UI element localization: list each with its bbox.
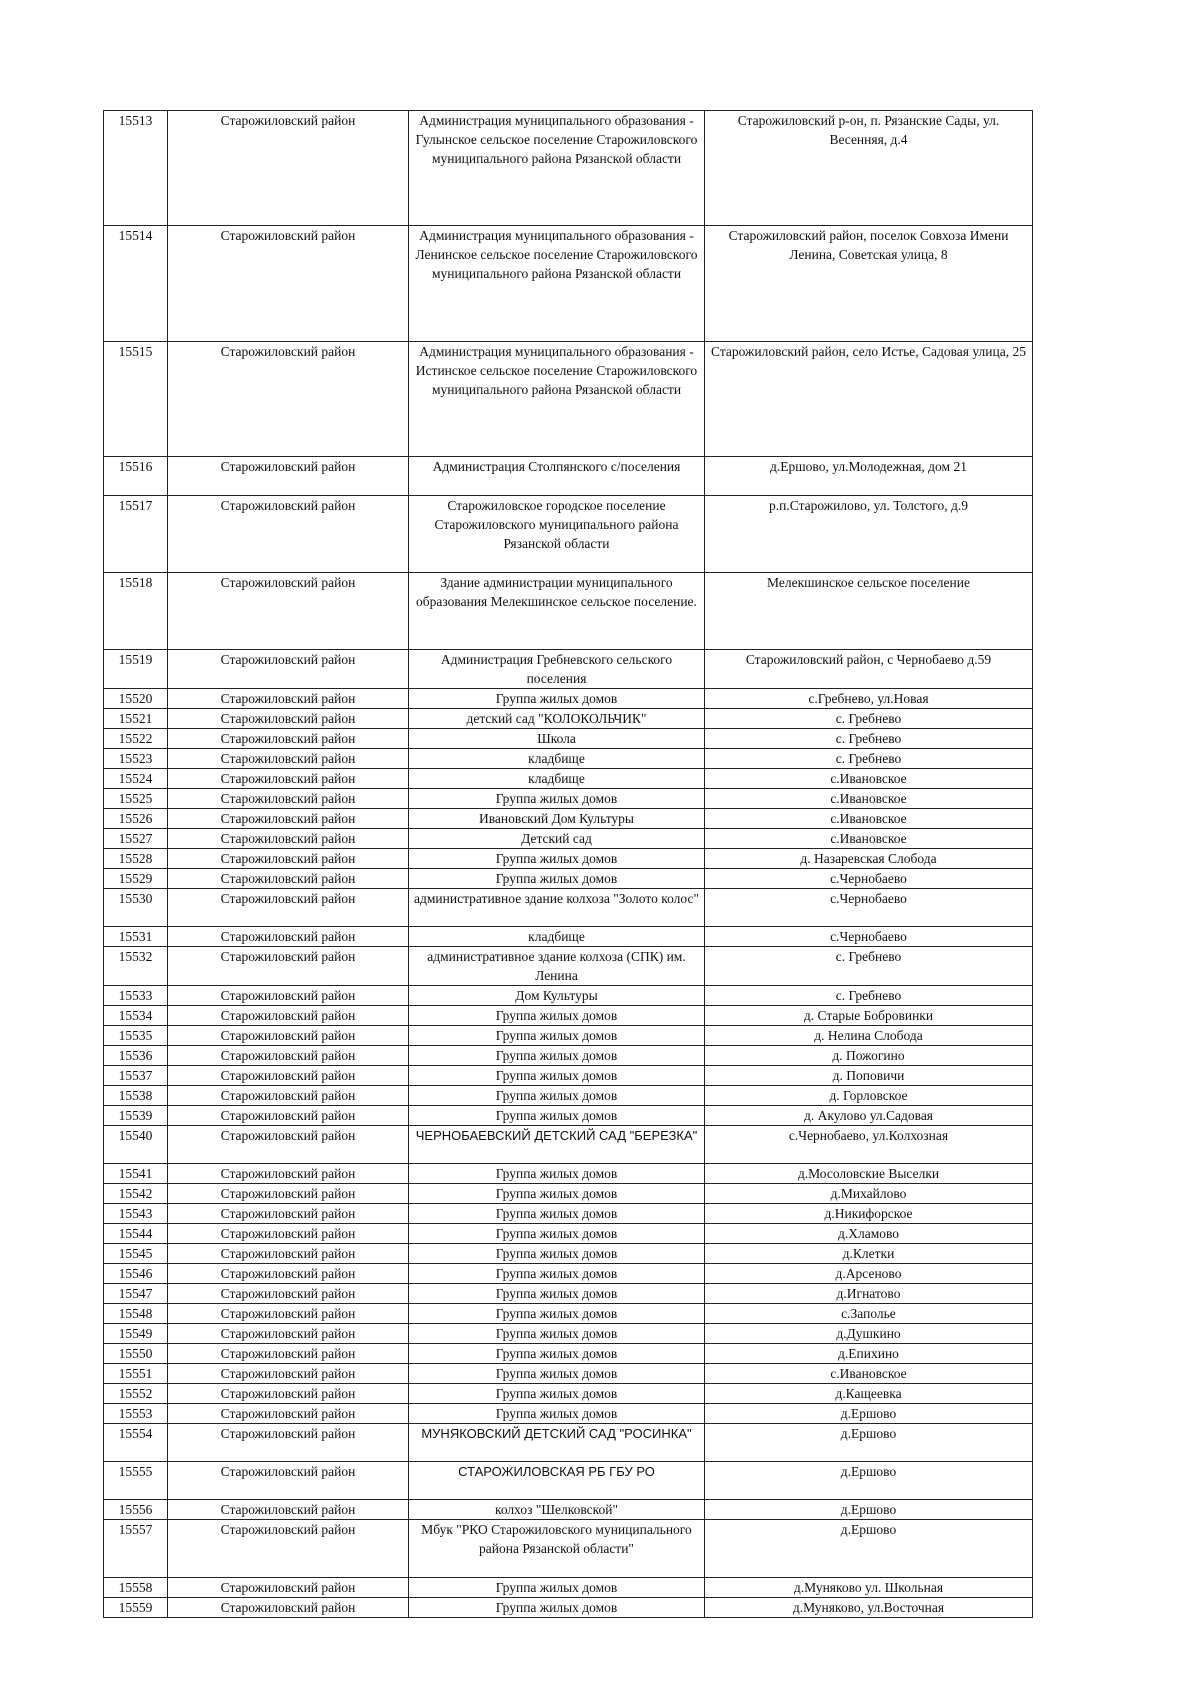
row-district: Старожиловский район [168, 769, 409, 789]
table-row [104, 1244, 1033, 1264]
row-address: д. Акулово ул.Садовая [705, 1106, 1033, 1126]
row-object-name: Администрация Гребневского сельского поселения [409, 650, 705, 689]
row-number: 15548 [104, 1304, 168, 1324]
row-district: Старожиловский район [168, 1086, 409, 1106]
row-number: 15516 [104, 457, 168, 496]
row-district: Старожиловский район [168, 496, 409, 573]
row-object-name: Ивановский Дом Культуры [409, 809, 705, 829]
row-address: д.Душкино [705, 1324, 1033, 1344]
row-address: д.Ершово [705, 1404, 1033, 1424]
row-object-name: Группа жилых домов [409, 1184, 705, 1204]
row-number: 15540 [104, 1126, 168, 1164]
row-number: 15522 [104, 729, 168, 749]
row-district: Старожиловский район [168, 1598, 409, 1618]
row-district: Старожиловский район [168, 1324, 409, 1344]
row-address: с. Гребнево [705, 986, 1033, 1006]
table-row [104, 1304, 1033, 1324]
row-object-name: МУНЯКОВСКИЙ ДЕТСКИЙ САД "РОСИНКА" [409, 1424, 705, 1462]
row-district: Старожиловский район [168, 1344, 409, 1364]
row-district: Старожиловский район [168, 849, 409, 869]
row-district: Старожиловский район [168, 729, 409, 749]
row-number: 15521 [104, 709, 168, 729]
row-object-name: Старожиловское городское поселение Старожиловского муниципального района Рязанской области [409, 496, 705, 573]
row-address: Старожиловский район, село Истье, Садовая улица, 25 [705, 342, 1033, 457]
row-object-name: Администрация муниципального образования - Истинское сельское поселение Старожиловского муниципального района Рязанской области [409, 342, 705, 457]
row-district: Старожиловский район [168, 226, 409, 342]
row-number: 15538 [104, 1086, 168, 1106]
table-row [104, 849, 1033, 869]
row-number: 15524 [104, 769, 168, 789]
row-district: Старожиловский район [168, 1046, 409, 1066]
row-object-name: Администрация муниципального образования - Гулынское сельское поселение Старожиловского муниципального района Рязанской области [409, 111, 705, 226]
row-object-name: административное здание колхоза (СПК) им. Ленина [409, 947, 705, 986]
row-number: 15559 [104, 1598, 168, 1618]
row-number: 15553 [104, 1404, 168, 1424]
table-row [104, 457, 1033, 496]
row-object-name: Группа жилых домов [409, 1324, 705, 1344]
row-object-name: кладбище [409, 927, 705, 947]
row-address: с.Ивановское [705, 829, 1033, 849]
row-object-name: Детский сад [409, 829, 705, 849]
row-address: Старожиловский р-он, п. Рязанские Сады, ул. Весенняя, д.4 [705, 111, 1033, 226]
row-address: д.Клетки [705, 1244, 1033, 1264]
row-number: 15527 [104, 829, 168, 849]
row-district: Старожиловский район [168, 749, 409, 769]
row-address: Мелекшинское сельское поселение [705, 573, 1033, 650]
row-address: с.Гребнево, ул.Новая [705, 689, 1033, 709]
row-district: Старожиловский район [168, 986, 409, 1006]
row-number: 15557 [104, 1520, 168, 1578]
row-object-name: Администрация муниципального образования - Ленинское сельское поселение Старожиловского муниципального района Рязанской области [409, 226, 705, 342]
table-row [104, 1164, 1033, 1184]
row-number: 15545 [104, 1244, 168, 1264]
row-number: 15541 [104, 1164, 168, 1184]
table-row [104, 1126, 1033, 1164]
table-row [104, 1224, 1033, 1244]
row-address: с.Ивановское [705, 809, 1033, 829]
table-body [104, 111, 1033, 1618]
row-number: 15518 [104, 573, 168, 650]
row-address: д.Ершово [705, 1462, 1033, 1500]
row-address: с.Чернобаево, ул.Колхозная [705, 1126, 1033, 1164]
row-district: Старожиловский район [168, 1500, 409, 1520]
row-object-name: Группа жилых домов [409, 1244, 705, 1264]
table-row [104, 1264, 1033, 1284]
row-district: Старожиловский район [168, 457, 409, 496]
table-row [104, 226, 1033, 342]
row-number: 15523 [104, 749, 168, 769]
row-district: Старожиловский район [168, 829, 409, 849]
table-row [104, 1006, 1033, 1026]
row-number: 15513 [104, 111, 168, 226]
row-object-name: Группа жилых домов [409, 1106, 705, 1126]
row-number: 15534 [104, 1006, 168, 1026]
table-row [104, 1204, 1033, 1224]
table-row [104, 1424, 1033, 1462]
row-address: д.Ершово [705, 1500, 1033, 1520]
row-address: д.Никифорское [705, 1204, 1033, 1224]
row-address: Старожиловский район, с Чернобаево д.59 [705, 650, 1033, 689]
row-object-name: Группа жилых домов [409, 1026, 705, 1046]
table-row [104, 342, 1033, 457]
row-district: Старожиловский район [168, 1424, 409, 1462]
row-address: с.Чернобаево [705, 889, 1033, 927]
row-district: Старожиловский район [168, 1006, 409, 1026]
row-address: д. Горловское [705, 1086, 1033, 1106]
table-row [104, 789, 1033, 809]
row-district: Старожиловский район [168, 1164, 409, 1184]
row-district: Старожиловский район [168, 689, 409, 709]
row-address: д.Арсеново [705, 1264, 1033, 1284]
table-row [104, 573, 1033, 650]
table-row [104, 709, 1033, 729]
row-number: 15555 [104, 1462, 168, 1500]
row-number: 15552 [104, 1384, 168, 1404]
row-object-name: Мбук "РКО Старожиловского муниципального района Рязанской области" [409, 1520, 705, 1578]
row-address: д. Поповичи [705, 1066, 1033, 1086]
row-district: Старожиловский район [168, 889, 409, 927]
table-row [104, 1404, 1033, 1424]
table-row [104, 1364, 1033, 1384]
row-district: Старожиловский район [168, 927, 409, 947]
row-number: 15525 [104, 789, 168, 809]
row-district: Старожиловский район [168, 111, 409, 226]
table-row [104, 496, 1033, 573]
row-address: д.Ершово [705, 1520, 1033, 1578]
row-number: 15515 [104, 342, 168, 457]
row-address: д. Назаревская Слобода [705, 849, 1033, 869]
row-district: Старожиловский район [168, 1066, 409, 1086]
row-address: с. Гребнево [705, 749, 1033, 769]
row-object-name: Школа [409, 729, 705, 749]
row-district: Старожиловский район [168, 1384, 409, 1404]
row-district: Старожиловский район [168, 650, 409, 689]
row-object-name: Группа жилых домов [409, 1224, 705, 1244]
row-number: 15533 [104, 986, 168, 1006]
row-address: с.Заполье [705, 1304, 1033, 1324]
row-object-name: Администрация Столпянского с/поселения [409, 457, 705, 496]
row-number: 15537 [104, 1066, 168, 1086]
table-row [104, 650, 1033, 689]
row-number: 15558 [104, 1578, 168, 1598]
row-address: д.Мосоловские Выселки [705, 1164, 1033, 1184]
row-number: 15544 [104, 1224, 168, 1244]
row-object-name: кладбище [409, 769, 705, 789]
row-district: Старожиловский район [168, 1204, 409, 1224]
row-object-name: Группа жилых домов [409, 1364, 705, 1384]
table-row [104, 729, 1033, 749]
row-district: Старожиловский район [168, 1264, 409, 1284]
table-row [104, 947, 1033, 986]
row-object-name: Дом Культуры [409, 986, 705, 1006]
row-number: 15549 [104, 1324, 168, 1344]
table-row [104, 1462, 1033, 1500]
row-district: Старожиловский район [168, 709, 409, 729]
row-address: д.Ершово, ул.Молодежная, дом 21 [705, 457, 1033, 496]
table-row [104, 1384, 1033, 1404]
row-district: Старожиловский район [168, 1244, 409, 1264]
row-address: д.Игнатово [705, 1284, 1033, 1304]
row-district: Старожиловский район [168, 1224, 409, 1244]
row-object-name: Группа жилых домов [409, 1578, 705, 1598]
row-object-name: СТАРОЖИЛОВСКАЯ РБ ГБУ РО [409, 1462, 705, 1500]
row-district: Старожиловский район [168, 1106, 409, 1126]
row-district: Старожиловский район [168, 1364, 409, 1384]
row-address: с.Чернобаево [705, 927, 1033, 947]
row-number: 15550 [104, 1344, 168, 1364]
row-object-name: Здание администрации муниципального образования Мелекшинское сельское поселение. [409, 573, 705, 650]
row-object-name: Группа жилых домов [409, 1304, 705, 1324]
row-district: Старожиловский район [168, 1026, 409, 1046]
row-address: с.Ивановское [705, 789, 1033, 809]
row-object-name: Группа жилых домов [409, 1066, 705, 1086]
row-number: 15530 [104, 889, 168, 927]
table-row [104, 1106, 1033, 1126]
table-row [104, 1344, 1033, 1364]
row-object-name: Группа жилых домов [409, 1598, 705, 1618]
row-district: Старожиловский район [168, 573, 409, 650]
table-row [104, 809, 1033, 829]
row-object-name: Группа жилых домов [409, 1264, 705, 1284]
table-row [104, 689, 1033, 709]
row-object-name: Группа жилых домов [409, 869, 705, 889]
row-number: 15546 [104, 1264, 168, 1284]
row-district: Старожиловский район [168, 1404, 409, 1424]
row-number: 15535 [104, 1026, 168, 1046]
row-object-name: административное здание колхоза "Золото колос" [409, 889, 705, 927]
table-row [104, 111, 1033, 226]
row-object-name: Группа жилых домов [409, 1404, 705, 1424]
table-row [104, 1184, 1033, 1204]
row-district: Старожиловский район [168, 869, 409, 889]
row-object-name: колхоз "Шелковской" [409, 1500, 705, 1520]
row-object-name: Группа жилых домов [409, 1384, 705, 1404]
row-number: 15532 [104, 947, 168, 986]
row-object-name: кладбище [409, 749, 705, 769]
row-district: Старожиловский район [168, 342, 409, 457]
row-address: Старожиловский район, поселок Совхоза Имени Ленина, Советская улица, 8 [705, 226, 1033, 342]
row-object-name: Группа жилых домов [409, 849, 705, 869]
table-row [104, 769, 1033, 789]
row-address: с.Ивановское [705, 1364, 1033, 1384]
row-district: Старожиловский район [168, 1520, 409, 1578]
table-row [104, 1066, 1033, 1086]
row-district: Старожиловский район [168, 789, 409, 809]
row-address: д.Муняково ул. Школьная [705, 1578, 1033, 1598]
table-row [104, 1520, 1033, 1578]
row-object-name: Группа жилых домов [409, 1046, 705, 1066]
row-district: Старожиловский район [168, 1304, 409, 1324]
row-address: д. Старые Бобровинки [705, 1006, 1033, 1026]
table-row [104, 986, 1033, 1006]
row-address: с.Ивановское [705, 769, 1033, 789]
row-address: д. Пожогино [705, 1046, 1033, 1066]
row-number: 15542 [104, 1184, 168, 1204]
table-row [104, 749, 1033, 769]
row-number: 15554 [104, 1424, 168, 1462]
row-object-name: детский сад "КОЛОКОЛЬЧИК" [409, 709, 705, 729]
row-object-name: ЧЕРНОБАЕВСКИЙ ДЕТСКИЙ САД "БЕРЕЗКА" [409, 1126, 705, 1164]
table-row [104, 869, 1033, 889]
row-address: д.Ершово [705, 1424, 1033, 1462]
row-object-name: Группа жилых домов [409, 1284, 705, 1304]
row-object-name: Группа жилых домов [409, 689, 705, 709]
row-address: р.п.Старожилово, ул. Толстого, д.9 [705, 496, 1033, 573]
row-address: с. Гребнево [705, 709, 1033, 729]
table-row [104, 1578, 1033, 1598]
row-number: 15551 [104, 1364, 168, 1384]
row-address: с. Гребнево [705, 947, 1033, 986]
table-row [104, 927, 1033, 947]
row-number: 15531 [104, 927, 168, 947]
row-number: 15536 [104, 1046, 168, 1066]
row-district: Старожиловский район [168, 1284, 409, 1304]
row-number: 15529 [104, 869, 168, 889]
row-number: 15520 [104, 689, 168, 709]
row-district: Старожиловский район [168, 1462, 409, 1500]
row-address: д. Нелина Слобода [705, 1026, 1033, 1046]
row-district: Старожиловский район [168, 1578, 409, 1598]
row-number: 15517 [104, 496, 168, 573]
row-object-name: Группа жилых домов [409, 1204, 705, 1224]
row-address: с. Гребнево [705, 729, 1033, 749]
row-object-name: Группа жилых домов [409, 1006, 705, 1026]
row-district: Старожиловский район [168, 947, 409, 986]
row-number: 15556 [104, 1500, 168, 1520]
row-number: 15547 [104, 1284, 168, 1304]
row-number: 15528 [104, 849, 168, 869]
row-number: 15539 [104, 1106, 168, 1126]
row-address: с.Чернобаево [705, 869, 1033, 889]
row-number: 15526 [104, 809, 168, 829]
row-object-name: Группа жилых домов [409, 789, 705, 809]
row-object-name: Группа жилых домов [409, 1344, 705, 1364]
row-number: 15514 [104, 226, 168, 342]
row-address: д.Хламово [705, 1224, 1033, 1244]
row-district: Старожиловский район [168, 1126, 409, 1164]
table-row [104, 1086, 1033, 1106]
table-row [104, 1324, 1033, 1344]
table-row [104, 1598, 1033, 1618]
row-number: 15543 [104, 1204, 168, 1224]
table-row [104, 1500, 1033, 1520]
objects-table [103, 110, 1033, 1618]
row-address: д.Епихино [705, 1344, 1033, 1364]
table-row [104, 1284, 1033, 1304]
row-object-name: Группа жилых домов [409, 1086, 705, 1106]
row-address: д.Кащеевка [705, 1384, 1033, 1404]
table-row [104, 829, 1033, 849]
table-row [104, 1026, 1033, 1046]
row-address: д.Михайлово [705, 1184, 1033, 1204]
table-row [104, 1046, 1033, 1066]
row-district: Старожиловский район [168, 809, 409, 829]
row-object-name: Группа жилых домов [409, 1164, 705, 1184]
row-address: д.Муняково, ул.Восточная [705, 1598, 1033, 1618]
table-row [104, 889, 1033, 927]
row-district: Старожиловский район [168, 1184, 409, 1204]
row-number: 15519 [104, 650, 168, 689]
